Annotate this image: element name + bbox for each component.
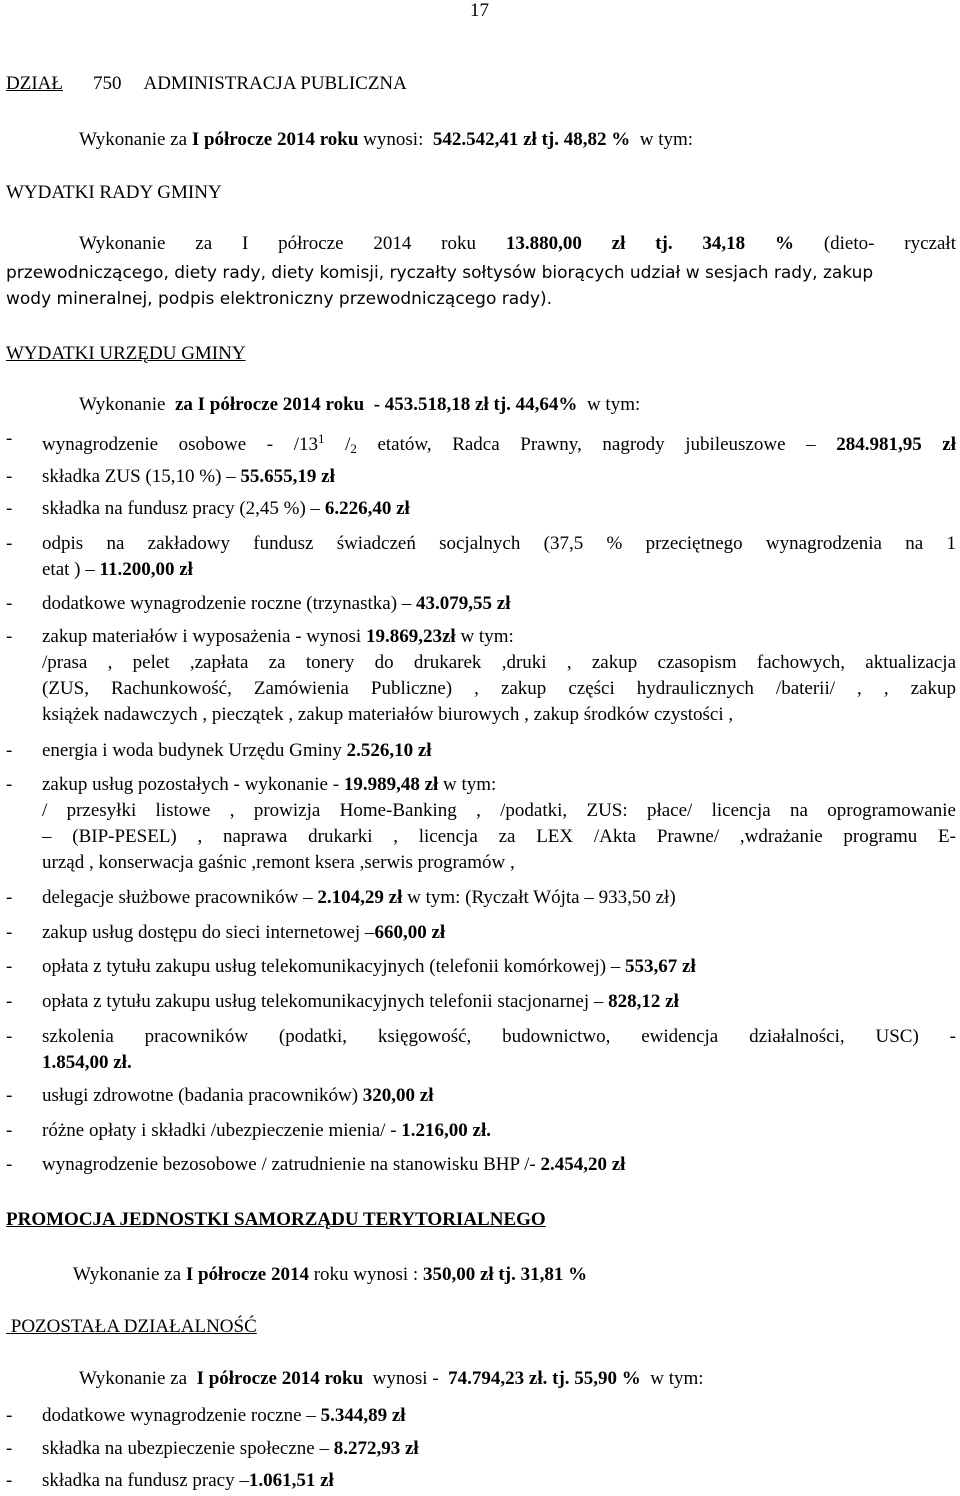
promocja-summary: Wykonanie za I półrocze 2014 roku wynosi : 350,00 zł tj. 31,81 %: [73, 1264, 588, 1285]
section-heading: [6, 71, 407, 97]
rady-heading: WYDATKI RADY GMINY: [6, 182, 222, 203]
section-label: DZIAŁ: [6, 73, 63, 94]
rady-line-1: Wykonanie za I półrocze 2014 roku 13.880,00 zł tj. 34,18 % (dieto- ryczałt: [79, 233, 956, 254]
urzad-heading: WYDATKI URZĘDU GMINY: [6, 343, 246, 364]
page-number: 17: [470, 0, 489, 21]
rady-paragraph: [6, 231, 956, 257]
pozostala-heading: POZOSTAŁA DZIAŁALNOŚĆ: [10, 1316, 257, 1337]
promocja-heading: PROMOCJA JEDNOSTKI SAMORZĄDU TERYTORIALNEGO: [6, 1209, 546, 1230]
section-number: 750: [92, 73, 122, 94]
pozostala-summary: Wykonanie za I półrocze 2014 roku wynosi - 74.794,23 zł. tj. 55,90 % w tym:: [79, 1368, 704, 1389]
section-title: ADMINISTRACJA PUBLICZNA: [143, 73, 407, 94]
rady-line-3: wody mineralnej, podpis elektroniczny przewodniczącego rady).: [6, 289, 553, 309]
urzad-summary: Wykonanie za I półrocze 2014 roku - 453.518,18 zł tj. 44,64% w tym:: [79, 394, 641, 415]
rady-line-2: przewodniczącego, diety rady, diety komisji, ryczałty sołtysów biorących udział w sesjach rady, zakup: [6, 263, 874, 283]
section-summary: Wykonanie za I półrocze 2014 roku wynosi: 542.542,41 zł tj. 48,82 % w tym:: [79, 129, 694, 150]
